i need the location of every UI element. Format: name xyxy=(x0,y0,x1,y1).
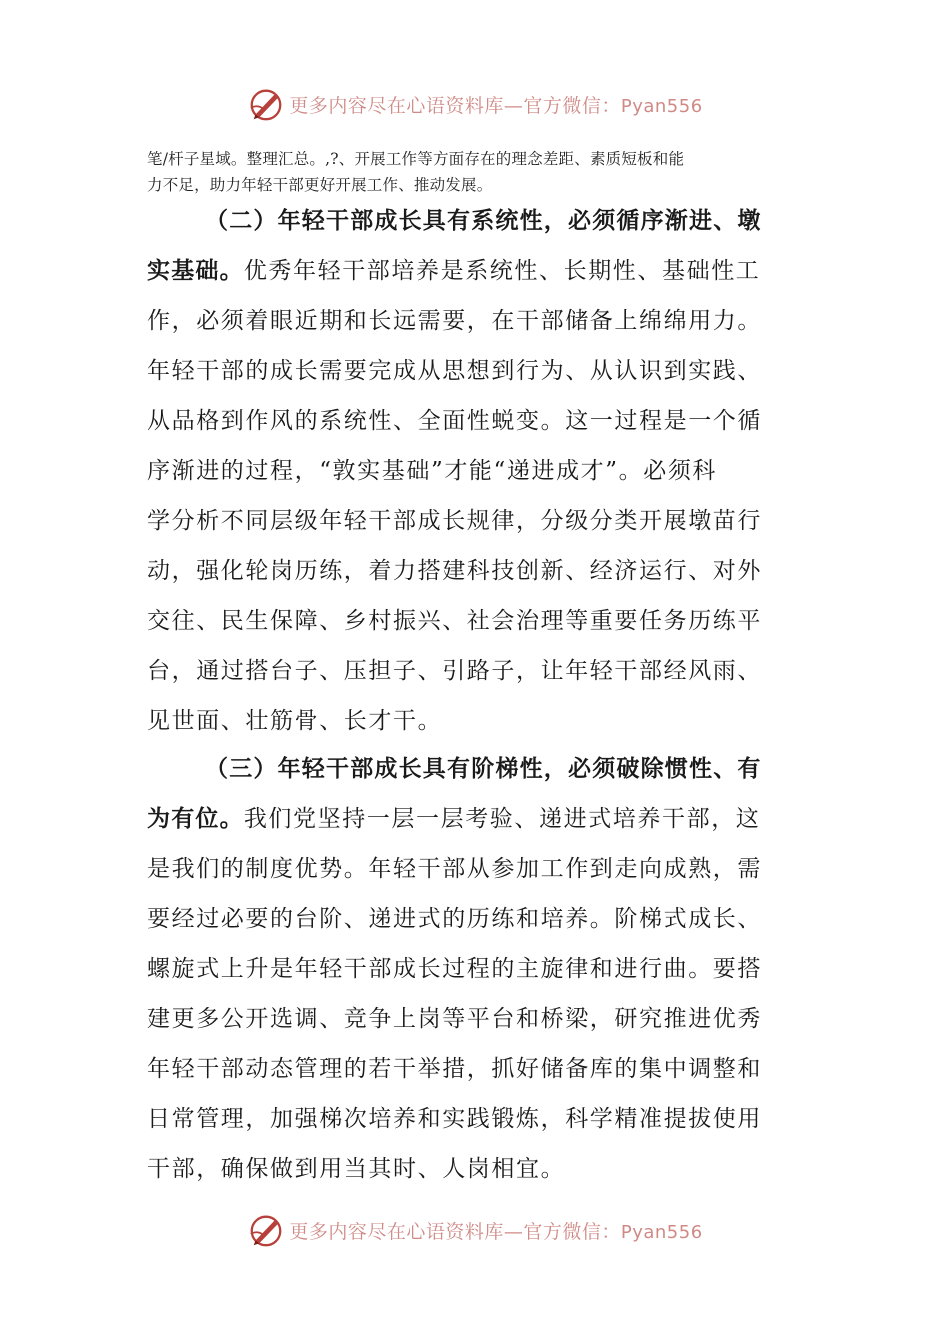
pen-logo-icon xyxy=(247,85,285,123)
section-2-heading: （二）年轻干部成长具有系统性，必须循序渐进、墩 xyxy=(205,207,762,234)
banner-content xyxy=(247,85,702,123)
section-2-line xyxy=(147,246,807,296)
section-3-line: 日常管理，加强梯次培养和实践锻炼，科学精准提拔使用 xyxy=(147,1106,762,1132)
section-2-line: 序渐进的过程，“敦实基础”才能“递进成才”。必须科 xyxy=(147,458,718,484)
section-2-heading-end: 实基础。 xyxy=(147,257,244,284)
pen-logo-icon xyxy=(247,1211,285,1249)
banner-label: 更多内容尽在心语资料库—官方微信： xyxy=(289,94,621,117)
section-3-line: 是我们的制度优势。年轻干部从参加工作到走向成熟，需 xyxy=(147,856,762,882)
banner-wechat-id: Pyan556 xyxy=(620,1221,703,1243)
section-2-text: 优秀年轻干部培养是系统性、长期性、基础性工 xyxy=(243,258,761,284)
section-3-line: 螺旋式上升是年轻干部成长过程的主旋律和进行曲。要搭 xyxy=(147,956,762,982)
section-2-paragraph xyxy=(147,196,807,746)
section-2-line: 年轻干部的成长需要完成从思想到行为、从认识到实践、 xyxy=(147,358,762,384)
section-2-line: 作，必须着眼近期和长远需要，在干部储备上绵绵用力。 xyxy=(147,308,762,334)
section-3-line: 干部，确保做到用当其时、人岗相宜。 xyxy=(147,1156,566,1182)
section-2-line: 见世面、壮筋骨、长才干。 xyxy=(147,708,443,734)
section-3-line: 建更多公开选调、竞争上岗等平台和桥梁，研究推进优秀 xyxy=(147,1006,762,1032)
banner-wechat-id: Pyan556 xyxy=(620,95,703,117)
section-2-line: 交往、民生保障、乡村振兴、社会治理等重要任务历练平 xyxy=(147,608,762,634)
section-3-line: 要经过必要的台阶、递进式的历练和培养。阶梯式成长、 xyxy=(147,906,762,932)
section-3-heading: （三）年轻干部成长具有阶梯性，必须破除惯性、有 xyxy=(205,755,762,782)
section-2-line: 学分析不同层级年轻干部成长规律，分级分类开展墩苗行 xyxy=(147,508,762,534)
intro-paragraph xyxy=(147,146,817,198)
section-3-line: 年轻干部动态管理的若干举措，抓好储备库的集中调整和 xyxy=(147,1056,762,1082)
banner-text xyxy=(289,91,702,118)
header-banner xyxy=(0,82,950,126)
intro-line: 力不足，助力年轻干部更好开展工作、推动发展。 xyxy=(147,176,493,194)
section-3-paragraph xyxy=(147,744,807,1194)
banner-text xyxy=(289,1217,702,1244)
banner-content xyxy=(247,1211,702,1249)
section-2-line: 从品格到作风的系统性、全面性蜕变。这一过程是一个循 xyxy=(147,408,762,434)
section-2-line: 台，通过搭台子、压担子、引路子，让年轻干部经风雨、 xyxy=(147,658,762,684)
footer-banner xyxy=(0,1208,950,1252)
section-3-heading-end: 为有位。 xyxy=(147,805,244,832)
section-2-line: 动，强化轮岗历练，着力搭建科技创新、经济运行、对外 xyxy=(147,558,762,584)
section-3-line xyxy=(147,794,807,844)
section-3-text: 我们党坚持一层一层考验、递进式培养干部，这 xyxy=(243,806,761,832)
intro-line: 笔/杆子星域。整理汇总。,?、开展工作等方面存在的理念差距、素质短板和能 xyxy=(147,150,685,168)
banner-label: 更多内容尽在心语资料库—官方微信： xyxy=(289,1220,621,1243)
